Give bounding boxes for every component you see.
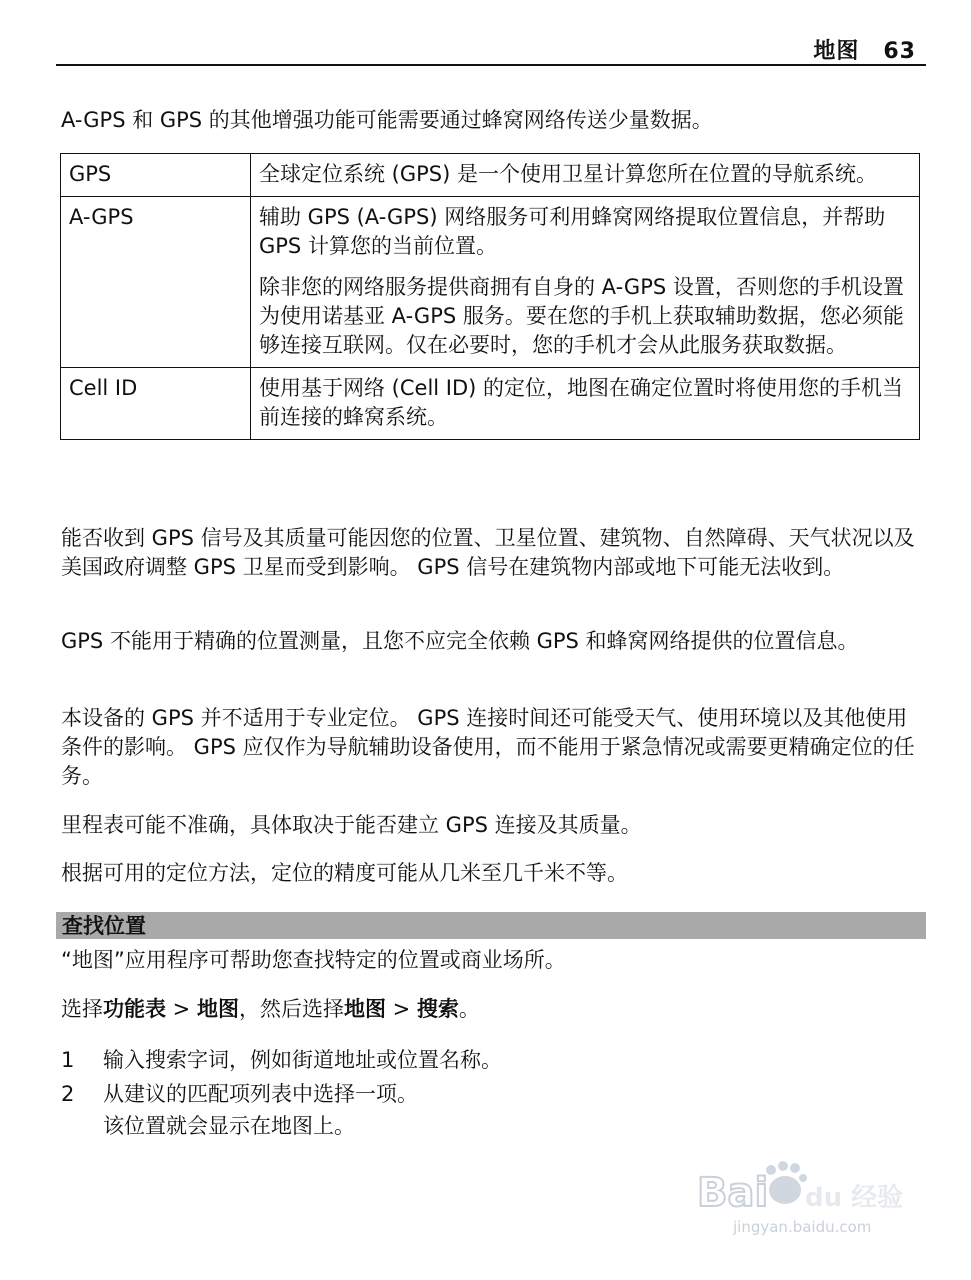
instruction-middle: ，然后选择 — [238, 997, 344, 1021]
step-text: 从建议的匹配项列表中选择一项。 — [103, 1082, 418, 1106]
step-text: 输入搜索字词，例如街道地址或位置名称。 — [103, 1048, 502, 1072]
body-paragraph: 根据可用的定位方法，定位的精度可能从几米至几千米不等。 — [61, 861, 628, 885]
paw-icon — [766, 1161, 807, 1204]
menu-item-maps: 地图 — [196, 997, 239, 1021]
menu-separator: > — [385, 997, 417, 1021]
steps-list — [61, 1044, 921, 1144]
section-title: 查找位置 — [62, 914, 146, 938]
watermark-url: jingyan.baidu.com — [733, 1218, 872, 1236]
description-text: 辅助 GPS (A-GPS) 网络服务可利用蜂窝网络提取位置信息，并帮助 GPS 计算您的当前位置。 — [259, 205, 886, 258]
description-cell — [251, 154, 920, 197]
description-text: 全球定位系统 (GPS) 是一个使用卫星计算您所在位置的导航系统。 — [259, 162, 878, 186]
table-row — [61, 368, 920, 440]
section-intro: “地图”应用程序可帮助您查找特定的位置或商业场所。 — [61, 948, 566, 972]
description-cell — [251, 197, 920, 368]
step-number: 1 — [61, 1048, 75, 1072]
header-section: 地图 — [813, 39, 860, 64]
page-header — [56, 34, 926, 66]
body-paragraph: 里程表可能不准确，具体取决于能否建立 GPS 连接及其质量。 — [61, 813, 642, 837]
instruction-prefix: 选择 — [61, 997, 103, 1021]
term-cell: A-GPS — [61, 197, 251, 368]
page-number: 63 — [883, 39, 916, 64]
header-title — [813, 34, 916, 65]
intro-paragraph: A-GPS 和 GPS 的其他增强功能可能需要通过蜂窝网络传送少量数据。 — [61, 108, 713, 132]
list-item — [61, 1078, 921, 1142]
body-paragraph: 本设备的 GPS 并不适用于专业定位。 GPS 连接时间还可能受天气、使用环境以及其他使用条件的影响。 GPS 应仅作为导航辅助设备使用，而不能用于紧急情况或需要更精确定位的任务。 — [61, 706, 915, 788]
term-cell: GPS — [61, 154, 251, 197]
baidu-jingyan-watermark — [693, 1160, 913, 1240]
step-number: 2 — [61, 1082, 75, 1106]
menu-separator: > — [166, 997, 197, 1021]
menu-item-search: 搜索 — [416, 997, 459, 1021]
instruction-suffix: 。 — [458, 997, 480, 1021]
menu-item-functions: 功能表 — [103, 997, 166, 1021]
list-item — [61, 1044, 921, 1076]
menu-instruction — [61, 995, 921, 1024]
gps-terms-table — [60, 153, 920, 440]
menu-item-map: 地图 — [343, 997, 386, 1021]
watermark-logo-cn: du 经验 — [805, 1183, 904, 1213]
description-text: 除非您的网络服务提供商拥有自身的 A-GPS 设置，否则您的手机设置为使用诺基亚 A-GPS 服务。要在您的手机上获取辅助数据，您必须能够连接互联网。仅在必要时，您的手机才会从此服务获取数据。 — [259, 275, 904, 357]
body-paragraph: GPS 不能用于精确的位置测量，且您不应完全依赖 GPS 和蜂窝网络提供的位置信息。 — [61, 629, 859, 653]
step-subtext: 该位置就会显示在地图上。 — [103, 1114, 355, 1138]
term-cell: Cell ID — [61, 368, 251, 440]
description-text: 使用基于网络 (Cell ID) 的定位，地图在确定位置时将使用您的手机当前连接的蜂窝系统。 — [259, 376, 904, 429]
watermark-logo: Bai — [697, 1170, 769, 1216]
body-paragraph: 能否收到 GPS 信号及其质量可能因您的位置、卫星位置、建筑物、自然障碍、天气状况以及美国政府调整 GPS 卫星而受到影响。 GPS 信号在建筑物内部或地下可能无法收到。 — [61, 526, 915, 579]
section-heading-bar — [56, 912, 926, 939]
table-row — [61, 197, 920, 368]
table-row — [61, 154, 920, 197]
description-cell — [251, 368, 920, 440]
